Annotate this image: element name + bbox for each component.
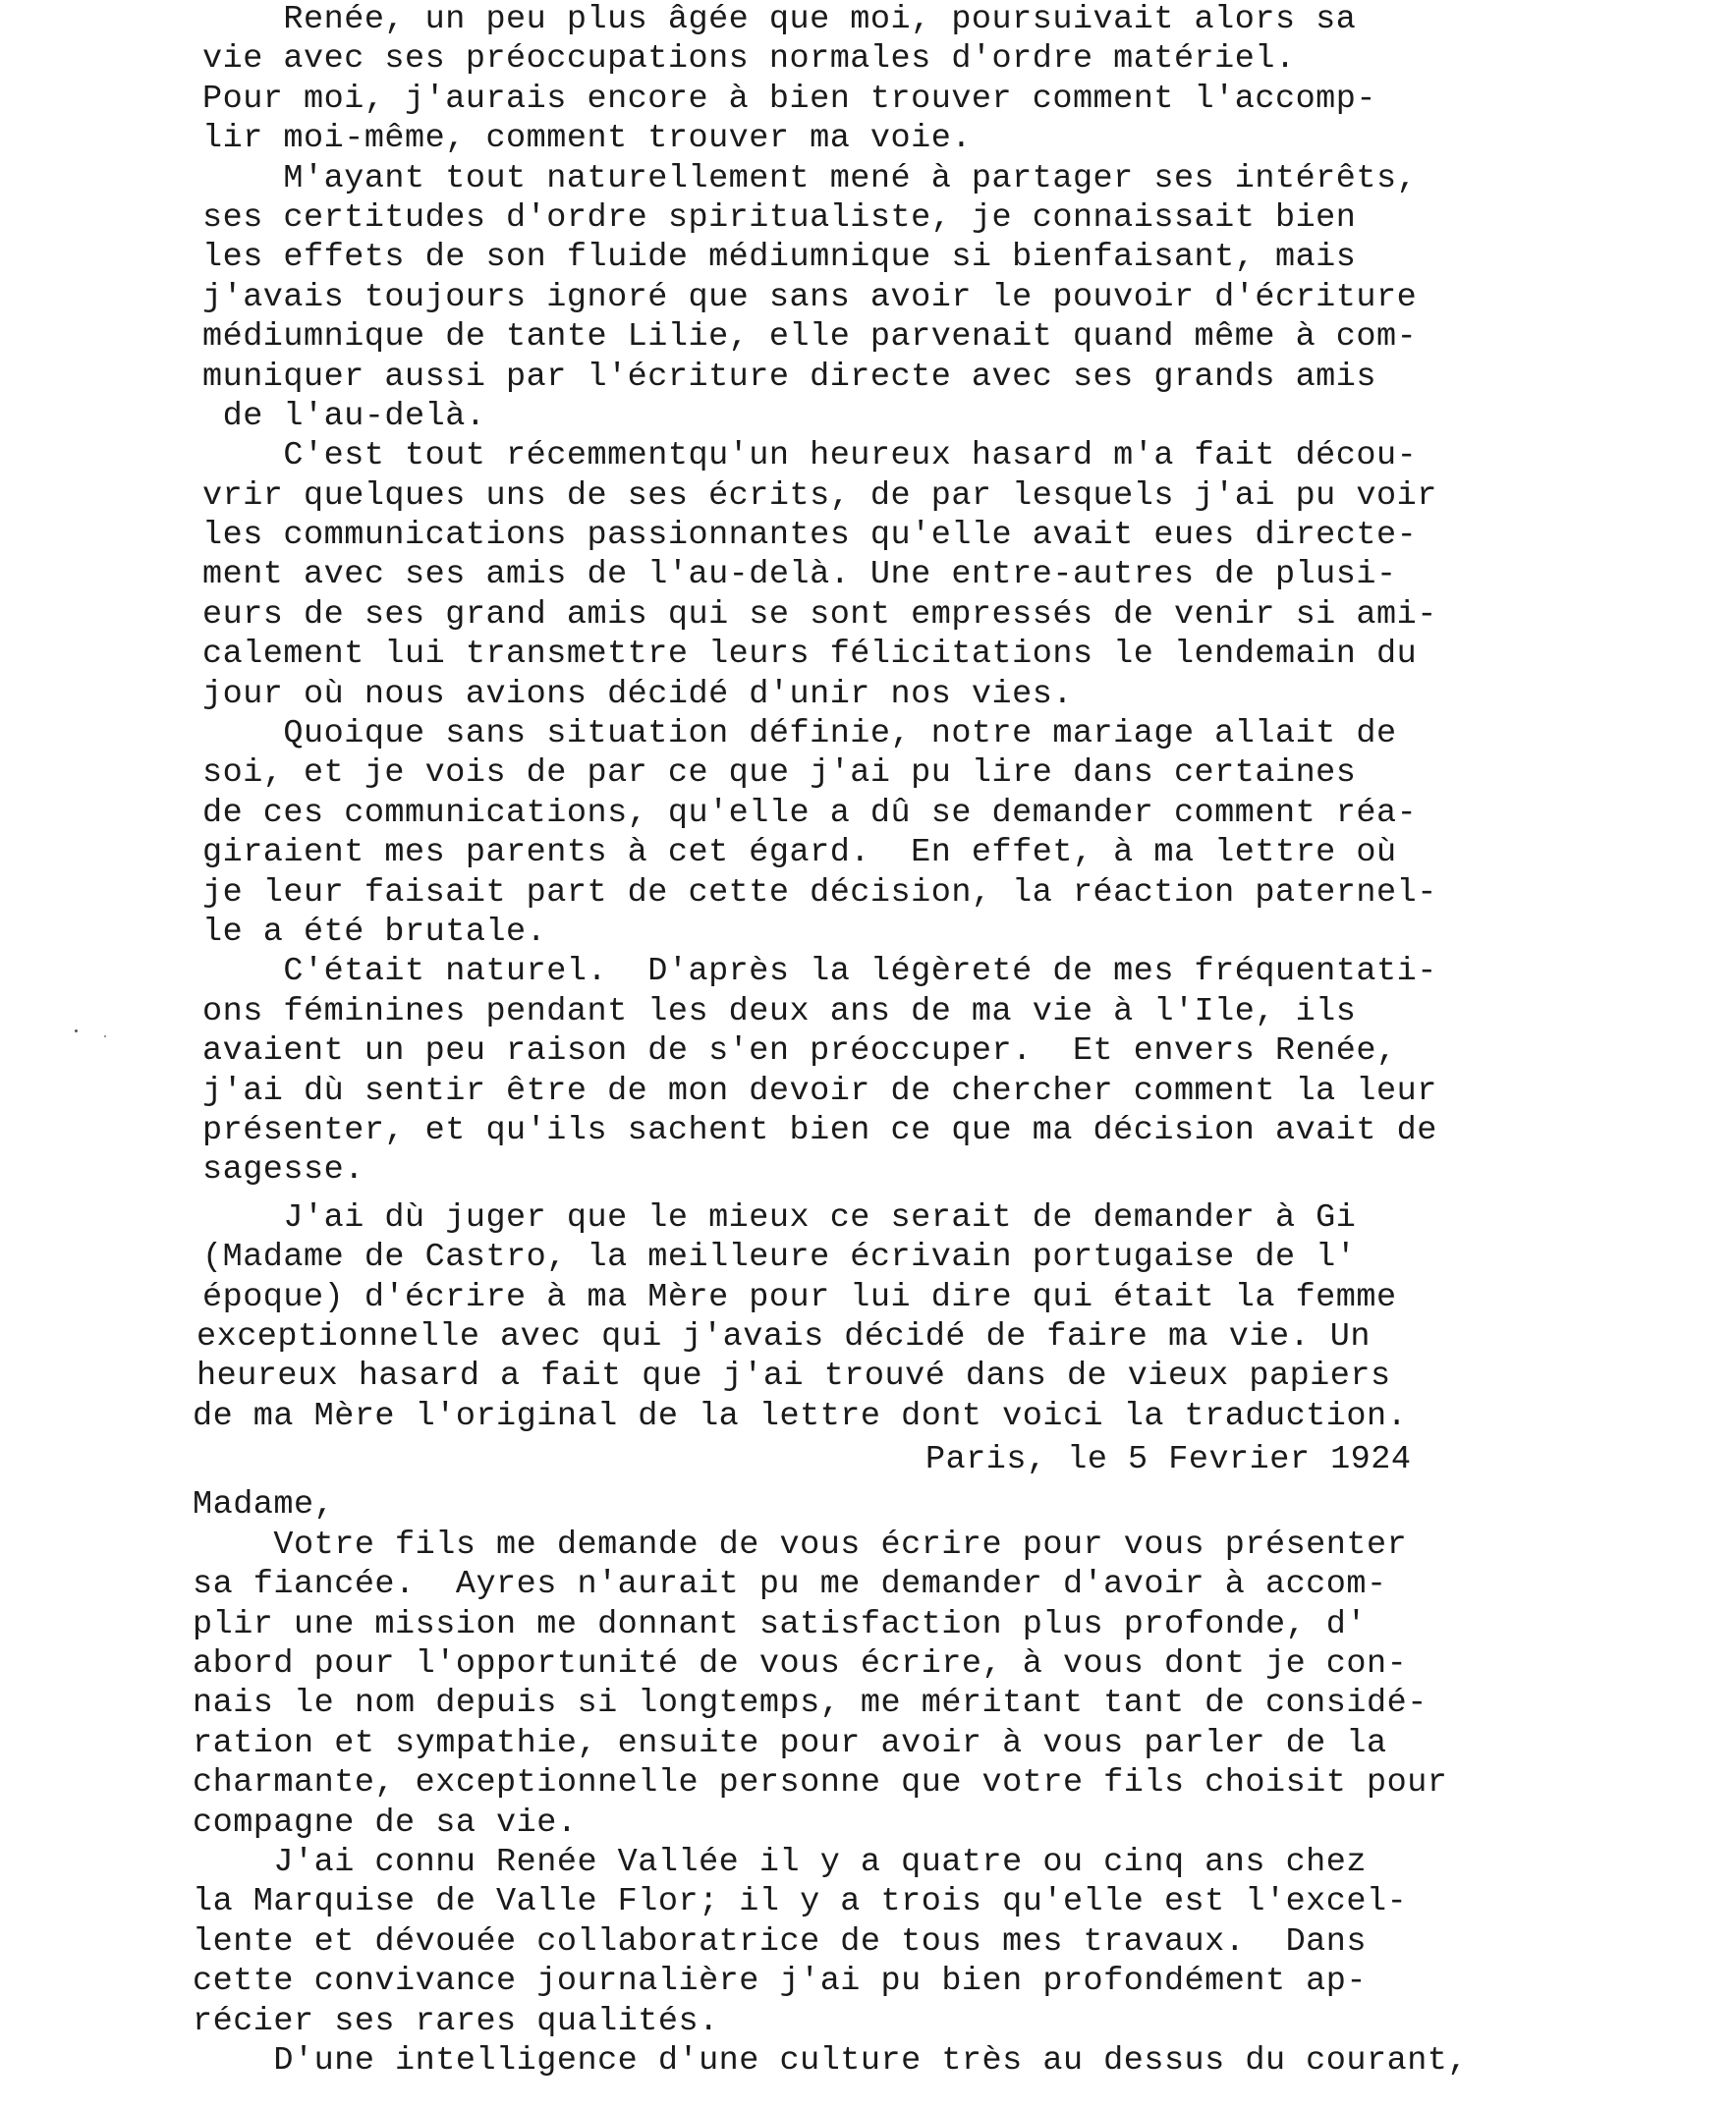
letter-dateline-row (202, 1440, 1715, 1479)
text-line: Quoique sans situation définie, notre mariage allait de (202, 715, 1397, 753)
text-line: abord pour l'opportunité de vous écrire, à vous dont je con- (193, 1645, 1408, 1684)
letter-salutation: Madame, (193, 1486, 335, 1525)
text-line: de ma Mère l'original de la lettre dont voici la traduction. (193, 1397, 1408, 1435)
text-line: ons féminines pendant les deux ans de ma vie à l'Ile, ils (202, 992, 1357, 1030)
text-line: récier ses rares qualités. (193, 2002, 719, 2040)
text-line: avaient un peu raison de s'en préoccuper. Et envers Renée, (202, 1032, 1397, 1071)
text-line: vie avec ses préoccupations normales d'ordre matériel. (202, 40, 1296, 79)
paper-speck (104, 1035, 106, 1037)
text-line: Votre fils me demande de vous écrire pour vous présenter (193, 1526, 1408, 1564)
text-line: époque) d'écrire à ma Mère pour lui dire qui était la femme (202, 1278, 1397, 1316)
text-line: Pour moi, j'aurais encore à bien trouver comment l'accomp- (202, 80, 1376, 118)
letter-paragraph (193, 2041, 1715, 2081)
text-line: eurs de ses grand amis qui se sont empressés de venir si ami- (202, 595, 1437, 634)
text-line: jour où nous avions décidé d'unir nos vies. (202, 675, 1073, 713)
text-line: C'est tout récemmentqu'un heureux hasard m'a fait décou- (202, 437, 1418, 475)
text-line: giraient mes parents à cet égard. En effet, à ma lettre où (202, 834, 1397, 872)
text-line: Renée, un peu plus âgée que moi, poursuivait alors sa (202, 1, 1357, 38)
paragraph (202, 0, 1715, 159)
text-line: soi, et je vois de par ce que j'ai pu lire dans certaines (202, 754, 1357, 793)
text-line: j'avais toujours ignoré que sans avoir le pouvoir d'écriture (202, 278, 1418, 316)
text-line: J'ai dù juger que le mieux ce serait de demander à Gi (202, 1198, 1357, 1237)
paragraph (202, 159, 1715, 437)
text-line: vrir quelques uns de ses écrits, de par lesquels j'ai pu voir (202, 476, 1437, 515)
text-line: lente et dévouée collaboratrice de tous mes travaux. Dans (193, 1922, 1367, 1961)
text-line: D'une intelligence d'une culture très au dessus du courant, (193, 2041, 1469, 2080)
text-line: exceptionnelle avec qui j'avais décidé de faire ma vie. Un (196, 1317, 1371, 1356)
text-line: charmante, exceptionnelle personne que votre fils choisit pour (193, 1764, 1448, 1803)
text-line: présenter, et qu'ils sachent bien ce que ma décision avait de (202, 1111, 1437, 1149)
text-line: j'ai dù sentir être de mon devoir de chercher comment la leur (202, 1072, 1437, 1110)
text-line: ment avec ses amis de l'au-delà. Une entre-autres de plusi- (202, 556, 1397, 594)
text-line: cette convivance journalière j'ai pu bien profondément ap- (193, 1963, 1367, 2001)
page-body (193, 0, 1715, 2081)
text-line: les effets de son fluide médiumnique si bienfaisant, mais (202, 239, 1357, 277)
paragraph (202, 714, 1715, 952)
text-line: les communications passionnantes qu'elle avait eues directe- (202, 517, 1418, 555)
text-line: (Madame de Castro, la meilleure écrivain portugaise de l' (202, 1239, 1357, 1277)
paragraph (202, 436, 1715, 714)
text-line: M'ayant tout naturellement mené à partager ses intérêts, (202, 159, 1418, 197)
text-line: plir une mission me donnant satisfaction plus profonde, d' (193, 1605, 1367, 1643)
text-line: compagne de sa vie. (193, 1804, 578, 1842)
text-line: médiumnique de tante Lilie, elle parvenait quand même à com- (202, 318, 1418, 357)
text-line: calement lui transmettre leurs félicitations le lendemain du (202, 636, 1418, 674)
text-line: lir moi-même, comment trouver ma voie. (202, 120, 972, 158)
letter-dateline: Paris, le 5 Fevrier 1924 (925, 1441, 1412, 1479)
text-line: la Marquise de Valle Flor; il y a trois qu'elle est l'excel- (193, 1883, 1408, 1921)
text-line: de l'au-delà. (202, 397, 486, 435)
text-line: nais le nom depuis si longtemps, me méritant tant de considé- (193, 1685, 1428, 1723)
quoted-letter (193, 1440, 1715, 2081)
paragraph (193, 1198, 1715, 1436)
text-line: muniquer aussi par l'écriture directe avec ses grands amis (202, 358, 1376, 396)
paper-speck (75, 1029, 78, 1032)
letter-paragraph (193, 1526, 1715, 1843)
text-line: C'était naturel. D'après la légèreté de mes fréquentati- (202, 953, 1437, 991)
text-line: de ces communications, qu'elle a dû se demander comment réa- (202, 794, 1418, 832)
text-line: je leur faisait part de cette décision, la réaction paternel- (202, 873, 1437, 912)
text-line: sagesse. (202, 1151, 364, 1190)
text-line: heureux hasard a fait que j'ai trouvé dans de vieux papiers (196, 1358, 1391, 1396)
text-line: le a été brutale. (202, 913, 547, 951)
text-line: ses certitudes d'ordre spiritualiste, je connaissait bien (202, 198, 1357, 237)
text-line: J'ai connu Renée Vallée il y a quatre ou cinq ans chez (193, 1843, 1367, 1881)
text-line: ration et sympathie, ensuite pour avoir à vous parler de la (193, 1724, 1387, 1762)
paragraph (202, 952, 1715, 1190)
text-line: sa fiancée. Ayres n'aurait pu me demander d'avoir à accom- (193, 1566, 1387, 1604)
letter-paragraph (193, 1843, 1715, 2041)
